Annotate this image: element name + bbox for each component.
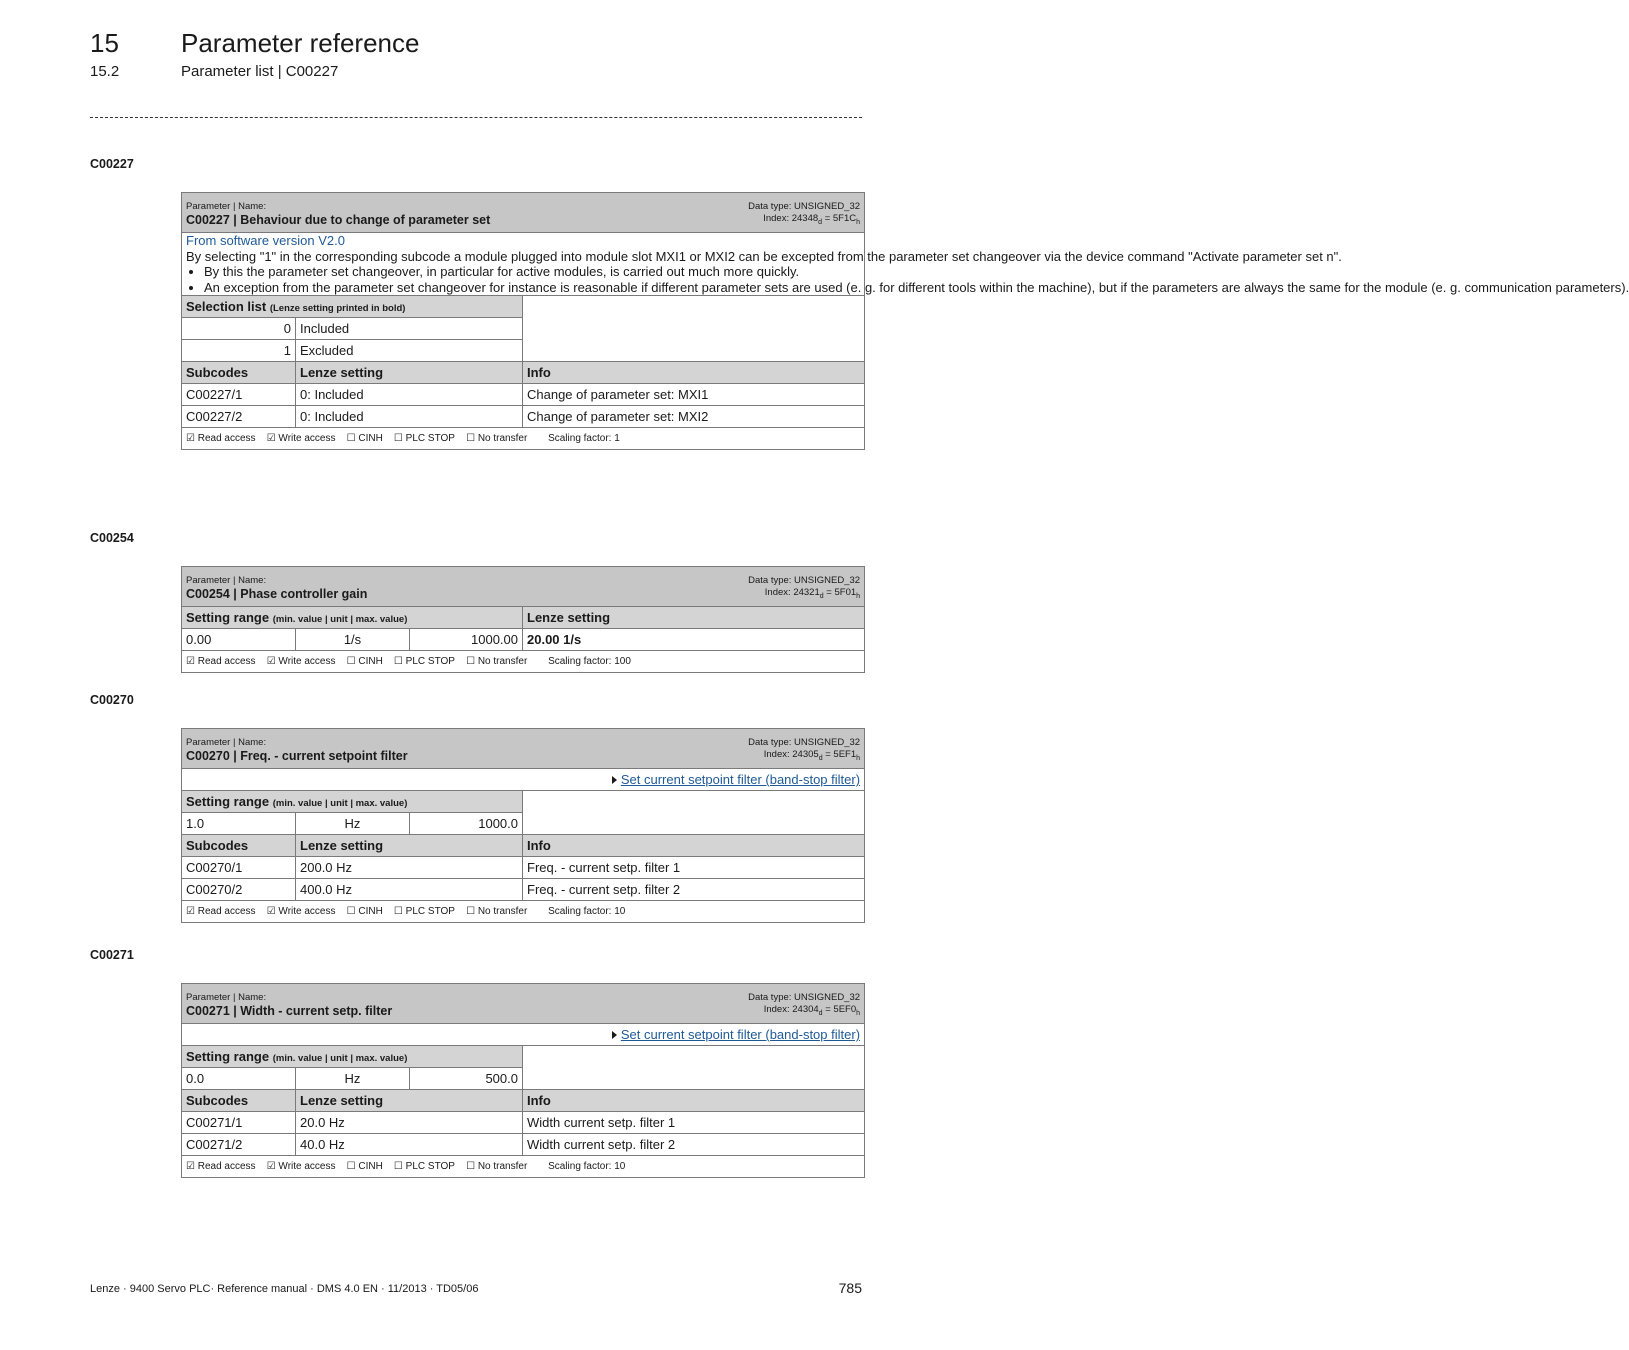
param-description (182, 233, 1629, 296)
lenze-setting-header: Lenze setting (296, 835, 523, 857)
anchor-c00270: C00270 (90, 693, 134, 707)
range-max: 1000.0 (410, 813, 523, 835)
triangle-right-icon (612, 1031, 617, 1039)
table-row (182, 1112, 865, 1134)
param-name: C00227 | Behaviour due to change of parameter set (186, 213, 491, 228)
subcode-setting: 400.0 Hz (296, 879, 523, 901)
anchor-c00227: C00227 (90, 157, 134, 171)
subcode-info: Change of parameter set: MXI2 (523, 406, 865, 428)
subcode: C00227/2 (182, 406, 296, 428)
subcode-info: Width current setp. filter 2 (523, 1134, 865, 1156)
param-table-c00227 (181, 192, 1629, 450)
header-divider (90, 117, 862, 118)
page-number: 785 (838, 1280, 862, 1296)
lenze-setting-value: 20.00 1/s (523, 629, 865, 651)
param-index: Index: $24305_d = 5EF1_h$ (763, 749, 861, 762)
param-header (182, 567, 865, 607)
bullet-item: • By this the parameter set changeover, in particular for active modules, is carried out much more quickly. (204, 264, 860, 280)
param-table-c00270 (181, 728, 865, 923)
scaling-factor: Scaling factor: 1 (548, 433, 620, 444)
subcode-info: Freq. - current setp. filter 1 (523, 857, 865, 879)
subcode-setting: 200.0 Hz (296, 857, 523, 879)
param-name: C00254 | Phase controller gain (186, 587, 368, 602)
data-type: Data type: UNSIGNED_32 (748, 201, 861, 213)
scaling-factor: Scaling factor: 10 (548, 906, 626, 917)
selection-list-header: Selection list (Lenze setting printed in bold) (182, 296, 523, 318)
subcode-setting: 20.0 Hz (296, 1112, 523, 1134)
selection-label: Included (296, 318, 523, 340)
param-name: C00271 | Width - current setp. filter (186, 1004, 393, 1019)
bullet-item: • An exception from the parameter set changeover for instance is reasonable if different parameter sets are used (e. g. for different tools within the machine), but if the parameters are always the same for the module (e. g. communication parameters). (204, 280, 860, 296)
lenze-setting-header: Lenze setting (523, 607, 865, 629)
param-name-label: Parameter | Name: (186, 737, 267, 749)
subcode-info: Change of parameter set: MXI1 (523, 384, 865, 406)
param-table-c00271 (181, 983, 865, 1178)
table-row (182, 1134, 865, 1156)
param-index: Index: $24321_d = 5F01_h$ (764, 587, 861, 600)
subcodes-header: Subcodes (182, 1090, 296, 1112)
access-footer: ☑ Read access ☑ Write access ☐ CINH ☐ PLC STOP ☐ No transfer Scaling factor: 10 (182, 1156, 865, 1178)
access-footer: ☑ Read access ☑ Write access ☐ CINH ☐ PLC STOP ☐ No transfer Scaling factor: 1 (182, 428, 865, 450)
info-header: Info (523, 1090, 865, 1112)
cross-reference (182, 1024, 865, 1046)
param-name-label: Parameter | Name: (186, 575, 267, 587)
range-unit: 1/s (296, 629, 410, 651)
table-row (182, 879, 865, 901)
scaling-factor: Scaling factor: 100 (548, 656, 631, 667)
param-name-label: Parameter | Name: (186, 992, 267, 1004)
param-header (182, 193, 865, 233)
anchor-c00271: C00271 (90, 948, 134, 962)
range-min: 0.00 (182, 629, 296, 651)
footer-text: Lenze · 9400 Servo PLC· Reference manual · DMS 4.0 EN · 11/2013 · TD05/06 (90, 1283, 479, 1295)
chapter-number: 15 (90, 28, 119, 58)
software-version: From software version V2.0 (186, 233, 345, 248)
info-header: Info (523, 835, 865, 857)
subcode: C00271/1 (182, 1112, 296, 1134)
param-name-label: Parameter | Name: (186, 201, 267, 213)
empty-cell (523, 791, 865, 835)
section-number: 15.2 (90, 63, 120, 80)
table-row (182, 406, 865, 428)
empty-cell (523, 1046, 865, 1090)
scaling-factor: Scaling factor: 10 (548, 1161, 626, 1172)
subcode-setting: 40.0 Hz (296, 1134, 523, 1156)
cross-reference-link[interactable]: Set current setpoint filter (band-stop filter) (620, 1027, 861, 1042)
selection-label: Excluded (296, 340, 523, 362)
selection-value: 1 (182, 340, 296, 362)
subcode-setting: 0: Included (296, 384, 523, 406)
range-min: 0.0 (182, 1068, 296, 1090)
range-unit: Hz (296, 813, 410, 835)
subcode: C00271/2 (182, 1134, 296, 1156)
lenze-setting-header: Lenze setting (296, 362, 523, 384)
data-type: Data type: UNSIGNED_32 (748, 575, 861, 587)
setting-range-header: Setting range (min. value | unit | max. value) (182, 791, 523, 813)
cross-reference (182, 769, 865, 791)
empty-cell (523, 296, 865, 362)
range-unit: Hz (296, 1068, 410, 1090)
range-max: 500.0 (410, 1068, 523, 1090)
subcode-info: Width current setp. filter 1 (523, 1112, 865, 1134)
lenze-setting-header: Lenze setting (296, 1090, 523, 1112)
subcode: C00227/1 (182, 384, 296, 406)
param-index: Index: $24304_d = 5EF0_h$ (763, 1004, 861, 1017)
description-bullets (186, 264, 1629, 295)
subcode: C00270/1 (182, 857, 296, 879)
table-row (182, 384, 865, 406)
subcode-info: Freq. - current setp. filter 2 (523, 879, 865, 901)
access-footer: ☑ Read access ☑ Write access ☐ CINH ☐ PLC STOP ☐ No transfer Scaling factor: 10 (182, 901, 865, 923)
chapter-title: Parameter reference (181, 28, 420, 58)
subcodes-header: Subcodes (182, 362, 296, 384)
subcode-setting: 0: Included (296, 406, 523, 428)
param-index: Index: $24348_d = 5F1C_h$ (763, 213, 861, 226)
table-row (182, 857, 865, 879)
selection-value: 0 (182, 318, 296, 340)
param-header (182, 729, 865, 769)
param-table-c00254 (181, 566, 865, 673)
setting-range-header: Setting range (min. value | unit | max. value) (182, 1046, 523, 1068)
subcode: C00270/2 (182, 879, 296, 901)
info-header: Info (523, 362, 865, 384)
data-type: Data type: UNSIGNED_32 (748, 737, 861, 749)
param-header (182, 984, 865, 1024)
setting-range-header: Setting range (min. value | unit | max. value) (182, 607, 523, 629)
subcodes-header: Subcodes (182, 835, 296, 857)
range-max: 1000.00 (410, 629, 523, 651)
param-name: C00270 | Freq. - current setpoint filter (186, 749, 408, 764)
access-footer: ☑ Read access ☑ Write access ☐ CINH ☐ PLC STOP ☐ No transfer Scaling factor: 100 (182, 651, 865, 673)
cross-reference-link[interactable]: Set current setpoint filter (band-stop filter) (620, 772, 861, 787)
section-title: Parameter list | C00227 (181, 63, 339, 80)
range-min: 1.0 (182, 813, 296, 835)
anchor-c00254: C00254 (90, 531, 134, 545)
description-text: By selecting "1" in the corresponding subcode a module plugged into module slot MXI1 or MXI2 can be excepted from the parameter set changeover via the device command "Activate parameter set n". (186, 248, 1342, 264)
data-type: Data type: UNSIGNED_32 (748, 992, 861, 1004)
triangle-right-icon (612, 776, 617, 784)
